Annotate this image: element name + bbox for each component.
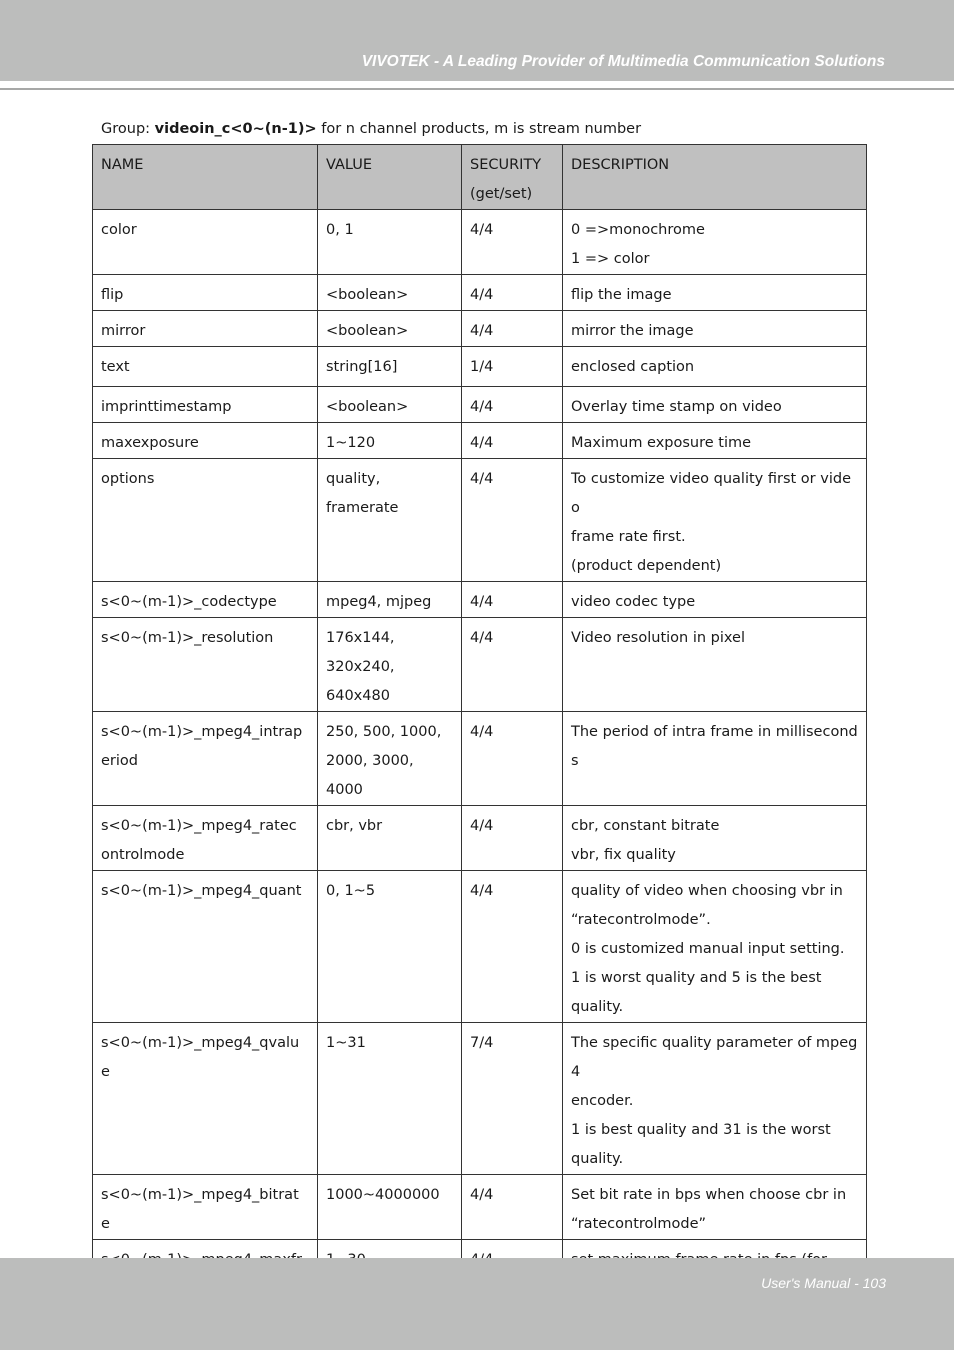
cell-text: 4/4 bbox=[470, 323, 494, 339]
cell-line: The period of intra frame in milliseconds bbox=[571, 724, 858, 769]
cell-text: 4/4 bbox=[470, 818, 494, 834]
table-row bbox=[93, 387, 867, 423]
group-prefix: Group: bbox=[101, 121, 155, 137]
cell-line: Video resolution in pixel bbox=[571, 630, 745, 646]
param-name-cell bbox=[93, 1023, 318, 1175]
cell-line: mpeg4, mjpeg bbox=[326, 594, 432, 610]
column-header-security: SECURITY (get/set) bbox=[462, 145, 563, 210]
table-row bbox=[93, 1023, 867, 1175]
cell-line: Maximum exposure time bbox=[571, 435, 752, 451]
cell-line: 1 => color bbox=[571, 251, 650, 267]
param-security-cell bbox=[462, 1175, 563, 1240]
cell-line: 0 is customized manual input setting. bbox=[571, 941, 845, 957]
cell-line: “ratecontrolmode”. bbox=[571, 912, 711, 928]
cell-line: color bbox=[101, 222, 137, 238]
header-title: VIVOTEK - A Leading Provider of Multimedia Communication Solutions bbox=[361, 53, 885, 70]
cell-text: 4/4 bbox=[470, 399, 494, 415]
cell-line: Overlay time stamp on video bbox=[571, 399, 782, 415]
cell-text: 4/4 bbox=[470, 222, 494, 238]
param-description-cell bbox=[563, 1175, 867, 1240]
parameter-table bbox=[92, 144, 867, 1305]
param-name-cell bbox=[93, 347, 318, 387]
cell-text: 1/4 bbox=[470, 359, 494, 375]
param-value-cell bbox=[318, 459, 462, 582]
cell-line: 176x144, bbox=[326, 630, 395, 646]
cell-line: mirror the image bbox=[571, 323, 694, 339]
param-value-cell bbox=[318, 423, 462, 459]
cell-line: 0, 1 bbox=[326, 222, 354, 238]
table-row bbox=[93, 1175, 867, 1240]
param-security-cell bbox=[462, 311, 563, 347]
cell-line: flip bbox=[101, 287, 124, 303]
cell-line: s<0~(m-1)>_codectype bbox=[101, 594, 277, 610]
cell-text: 4/4 bbox=[470, 630, 494, 646]
cell-line: 320x240, bbox=[326, 659, 395, 675]
param-security-cell bbox=[462, 871, 563, 1023]
cell-line: cbr, constant bitrate bbox=[571, 818, 720, 834]
cell-line: <boolean> bbox=[326, 323, 409, 339]
param-security-cell bbox=[462, 210, 563, 275]
cell-line: options bbox=[101, 471, 155, 487]
cell-line: quality. bbox=[571, 999, 624, 1015]
column-header-name: NAME bbox=[93, 145, 318, 210]
table-body bbox=[93, 210, 867, 1305]
param-security-cell bbox=[462, 806, 563, 871]
cell-line: 0 =>monochrome bbox=[571, 222, 705, 238]
param-value-cell bbox=[318, 311, 462, 347]
param-description-cell bbox=[563, 871, 867, 1023]
param-name-cell bbox=[93, 618, 318, 712]
cell-line: maxexposure bbox=[101, 435, 199, 451]
cell-line: cbr, vbr bbox=[326, 818, 383, 834]
param-value-cell bbox=[318, 275, 462, 311]
table-row bbox=[93, 871, 867, 1023]
param-name-cell bbox=[93, 311, 318, 347]
table-row bbox=[93, 618, 867, 712]
group-suffix: for n channel products, m is stream number bbox=[316, 121, 642, 137]
param-security-cell bbox=[462, 1023, 563, 1175]
table-row bbox=[93, 423, 867, 459]
cell-line: 1~31 bbox=[326, 1035, 366, 1051]
table-row bbox=[93, 712, 867, 806]
cell-line: framerate bbox=[326, 500, 399, 516]
table-row bbox=[93, 806, 867, 871]
param-name-cell bbox=[93, 459, 318, 582]
cell-text: 4/4 bbox=[470, 724, 494, 740]
table-row bbox=[93, 210, 867, 275]
table-row bbox=[93, 275, 867, 311]
param-name-cell bbox=[93, 712, 318, 806]
cell-line: To customize video quality first or video bbox=[571, 471, 851, 516]
param-description-cell bbox=[563, 387, 867, 423]
cell-line: 1~120 bbox=[326, 435, 376, 451]
cell-line: encoder. bbox=[571, 1093, 634, 1109]
param-security-cell bbox=[462, 423, 563, 459]
table-row bbox=[93, 311, 867, 347]
cell-line: string[16] bbox=[326, 359, 398, 375]
cell-line: Set bit rate in bps when choose cbr in bbox=[571, 1187, 847, 1203]
column-header-security-sub: (get/set) bbox=[470, 186, 533, 202]
cell-line: s<0~(m-1)>_resolution bbox=[101, 630, 274, 646]
cell-line: 1 is worst quality and 5 is the best bbox=[571, 970, 822, 986]
cell-line: flip the image bbox=[571, 287, 672, 303]
param-security-cell bbox=[462, 712, 563, 806]
header-rule bbox=[0, 88, 954, 90]
page-footer: User's Manual - 103 bbox=[761, 1275, 886, 1291]
param-security-cell bbox=[462, 618, 563, 712]
cell-line: The specific quality parameter of mpeg4 bbox=[571, 1035, 858, 1080]
param-description-cell bbox=[563, 311, 867, 347]
cell-line: s<0~(m-1)>_mpeg4_bitrat bbox=[101, 1187, 299, 1203]
cell-line: quality. bbox=[571, 1151, 624, 1167]
param-description-cell bbox=[563, 275, 867, 311]
cell-line: 1000~4000000 bbox=[326, 1187, 440, 1203]
cell-line: <boolean> bbox=[326, 287, 409, 303]
param-value-cell bbox=[318, 1175, 462, 1240]
cell-line: eriod bbox=[101, 753, 138, 769]
cell-line: 1 is best quality and 31 is the worst bbox=[571, 1122, 831, 1138]
cell-line: enclosed caption bbox=[571, 359, 695, 375]
param-name-cell bbox=[93, 387, 318, 423]
param-description-cell bbox=[563, 582, 867, 618]
param-name-cell bbox=[93, 871, 318, 1023]
param-description-cell bbox=[563, 1023, 867, 1175]
cell-line: 250, 500, 1000, bbox=[326, 724, 442, 740]
cell-line: 0, 1~5 bbox=[326, 883, 376, 899]
cell-line: imprinttimestamp bbox=[101, 399, 232, 415]
param-value-cell bbox=[318, 806, 462, 871]
cell-line: video codec type bbox=[571, 594, 696, 610]
footer-band bbox=[0, 1258, 954, 1350]
cell-line: ontrolmode bbox=[101, 847, 185, 863]
table-row bbox=[93, 459, 867, 582]
column-header-value: VALUE bbox=[318, 145, 462, 210]
param-description-cell bbox=[563, 806, 867, 871]
param-value-cell bbox=[318, 582, 462, 618]
cell-text: 4/4 bbox=[470, 883, 494, 899]
cell-text: 4/4 bbox=[470, 435, 494, 451]
cell-text: 4/4 bbox=[470, 287, 494, 303]
cell-line: 4000 bbox=[326, 782, 363, 798]
param-value-cell bbox=[318, 618, 462, 712]
param-description-cell bbox=[563, 423, 867, 459]
cell-line: e bbox=[101, 1064, 110, 1080]
param-name-cell bbox=[93, 275, 318, 311]
cell-line: <boolean> bbox=[326, 399, 409, 415]
group-name: videoin_c<0~(n-1)> bbox=[154, 121, 317, 137]
param-value-cell bbox=[318, 1023, 462, 1175]
cell-line: s<0~(m-1)>_mpeg4_qvalu bbox=[101, 1035, 300, 1051]
param-description-cell bbox=[563, 618, 867, 712]
cell-line: mirror bbox=[101, 323, 146, 339]
cell-line: vbr, fix quality bbox=[571, 847, 676, 863]
param-value-cell bbox=[318, 712, 462, 806]
param-security-cell bbox=[462, 387, 563, 423]
cell-line: e bbox=[101, 1216, 110, 1232]
cell-line: “ratecontrolmode” bbox=[571, 1216, 707, 1232]
cell-line: quality of video when choosing vbr in bbox=[571, 883, 843, 899]
param-value-cell bbox=[318, 210, 462, 275]
cell-text: 4/4 bbox=[470, 594, 494, 610]
header-gap bbox=[0, 81, 954, 88]
param-value-cell bbox=[318, 387, 462, 423]
cell-line: text bbox=[101, 359, 130, 375]
table-header-row bbox=[93, 145, 867, 210]
column-header-description: DESCRIPTION bbox=[563, 145, 867, 210]
cell-line: quality, bbox=[326, 471, 381, 487]
param-value-cell bbox=[318, 347, 462, 387]
cell-text: 4/4 bbox=[470, 1187, 494, 1203]
cell-text: 4/4 bbox=[470, 471, 494, 487]
param-name-cell bbox=[93, 423, 318, 459]
param-security-cell bbox=[462, 347, 563, 387]
param-description-cell bbox=[563, 459, 867, 582]
param-security-cell bbox=[462, 275, 563, 311]
cell-text: 7/4 bbox=[470, 1035, 494, 1051]
param-description-cell bbox=[563, 712, 867, 806]
cell-line: frame rate first. bbox=[571, 529, 686, 545]
cell-line: s<0~(m-1)>_mpeg4_ratec bbox=[101, 818, 297, 834]
param-description-cell bbox=[563, 210, 867, 275]
cell-line: 2000, 3000, bbox=[326, 753, 414, 769]
cell-line: s<0~(m-1)>_mpeg4_intrap bbox=[101, 724, 303, 740]
table-row bbox=[93, 347, 867, 387]
param-security-cell bbox=[462, 582, 563, 618]
param-description-cell bbox=[563, 347, 867, 387]
table-row bbox=[93, 582, 867, 618]
param-name-cell bbox=[93, 582, 318, 618]
cell-line: s<0~(m-1)>_mpeg4_quant bbox=[101, 883, 302, 899]
cell-line: (product dependent) bbox=[571, 558, 722, 574]
cell-line: 640x480 bbox=[326, 688, 390, 704]
param-value-cell bbox=[318, 871, 462, 1023]
param-name-cell bbox=[93, 806, 318, 871]
group-caption bbox=[101, 121, 641, 137]
param-name-cell bbox=[93, 210, 318, 275]
param-security-cell bbox=[462, 459, 563, 582]
param-name-cell bbox=[93, 1175, 318, 1240]
